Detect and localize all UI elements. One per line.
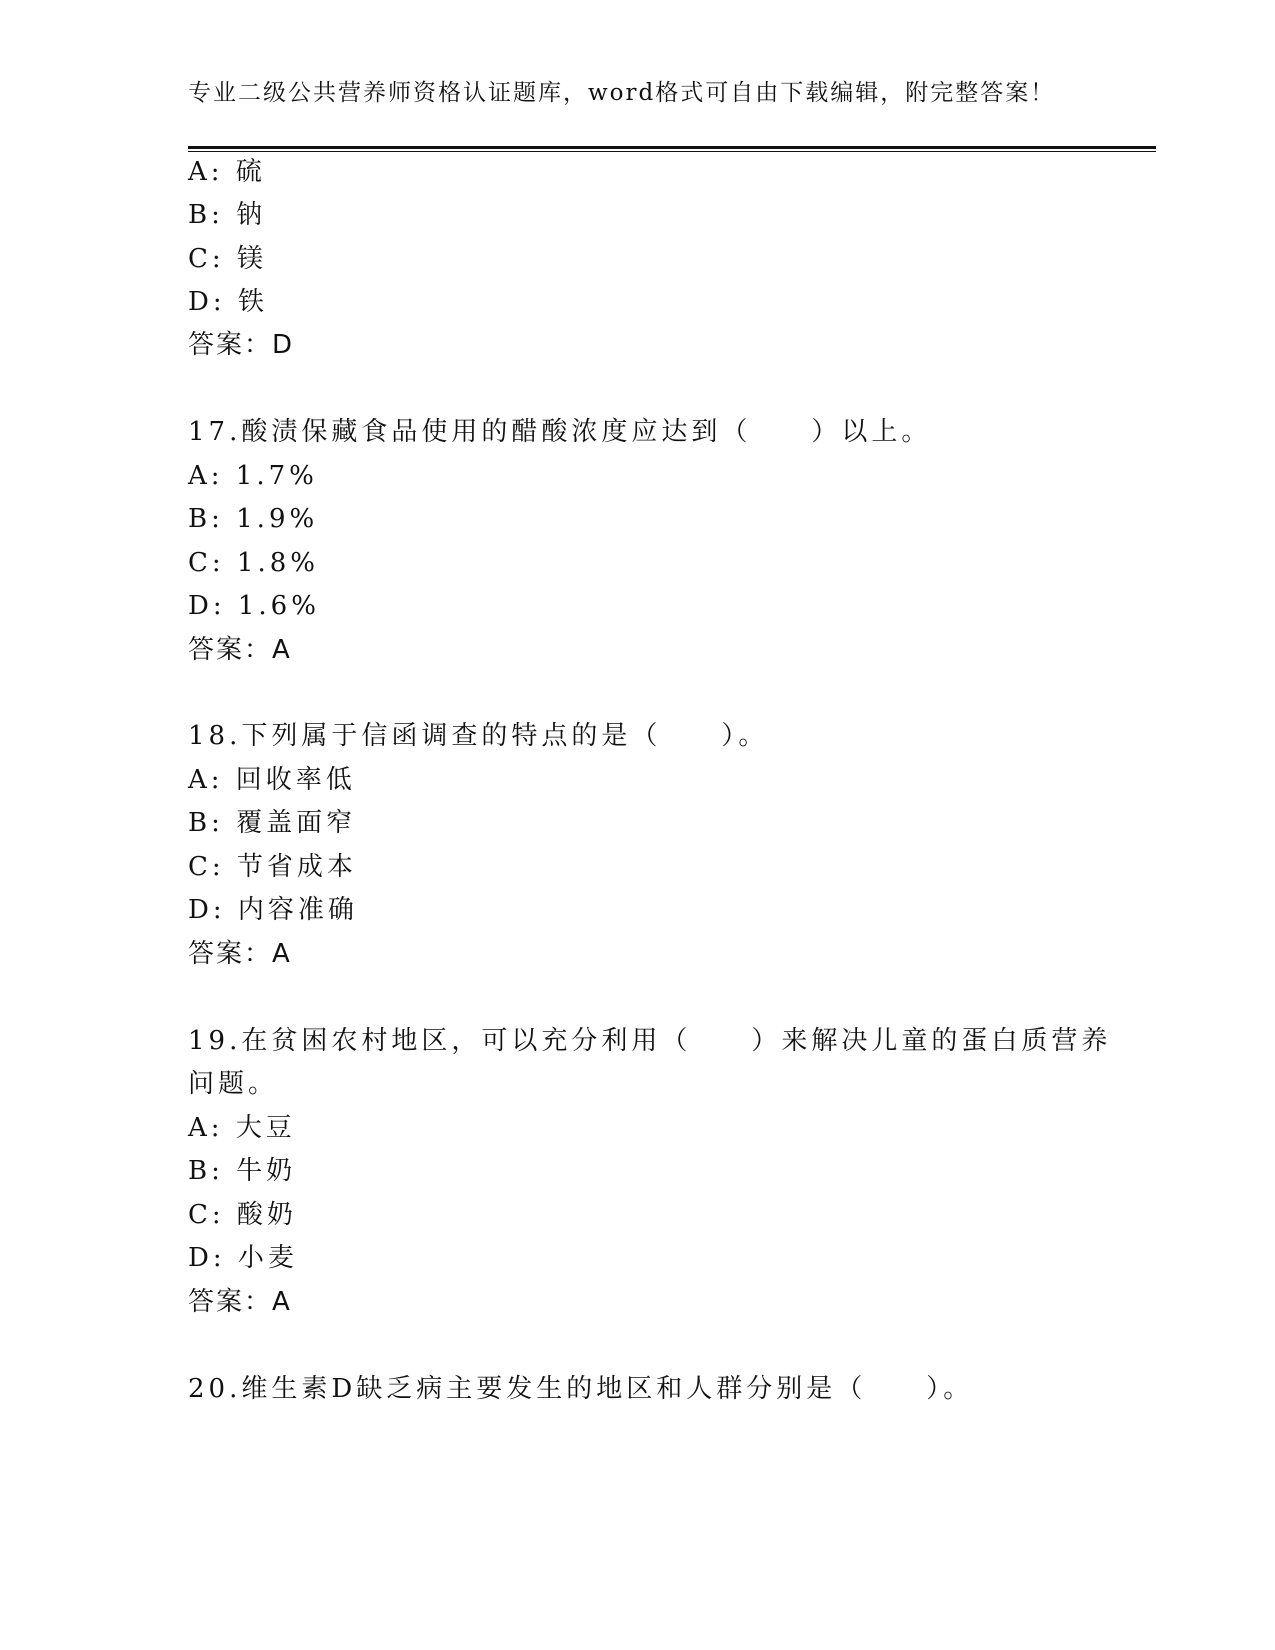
q19-stem-line2: 问题。 (188, 1069, 279, 1099)
q18-stem: 18.下列属于信函调查的特点的是（ ）。 (188, 721, 769, 751)
q18-option-b: B: 覆盖面窄 (188, 808, 357, 838)
q19-option-c: C: 酸奶 (188, 1200, 297, 1230)
q20-stem: 20.维生素D缺乏病主要发生的地区和人群分别是（ ）。 (188, 1374, 974, 1404)
q19-option-b: B: 牛奶 (188, 1156, 297, 1186)
q17-option-a: A: 1.7% (188, 461, 318, 491)
prev-option-a: A: 硫 (188, 157, 266, 187)
prev-answer: 答案：D (188, 330, 295, 360)
q19-option-d: D: 小麦 (188, 1243, 298, 1273)
prev-option-b: B: 钠 (188, 200, 267, 230)
q17-option-b: B: 1.9% (188, 504, 319, 534)
q17-option-d: D: 1.6% (188, 591, 320, 621)
q17-answer: 答案：A (188, 635, 292, 665)
q19-option-a: A: 大豆 (188, 1113, 296, 1143)
prev-option-d: D: 铁 (188, 287, 268, 317)
q17-stem: 17.酸渍保藏食品使用的醋酸浓度应达到（ ）以上。 (188, 417, 932, 447)
q18-option-d: D: 内容准确 (188, 895, 358, 925)
header-rule (188, 146, 1156, 149)
q18-answer: 答案：A (188, 939, 292, 969)
q17-option-c: C: 1.8% (188, 548, 319, 578)
document-header: 专业二级公共营养师资格认证题库，word格式可自由下载编辑，附完整答案！ (188, 80, 1056, 106)
q19-stem-line1: 19.在贫困农村地区，可以充分利用（ ）来解决儿童的蛋白质营养 (188, 1026, 1112, 1056)
q19-answer: 答案：A (188, 1287, 292, 1317)
prev-option-c: C: 镁 (188, 244, 267, 274)
q18-option-a: A: 回收率低 (188, 765, 356, 795)
header-rule-thin (188, 151, 1156, 152)
q18-option-c: C: 节省成本 (188, 852, 357, 882)
